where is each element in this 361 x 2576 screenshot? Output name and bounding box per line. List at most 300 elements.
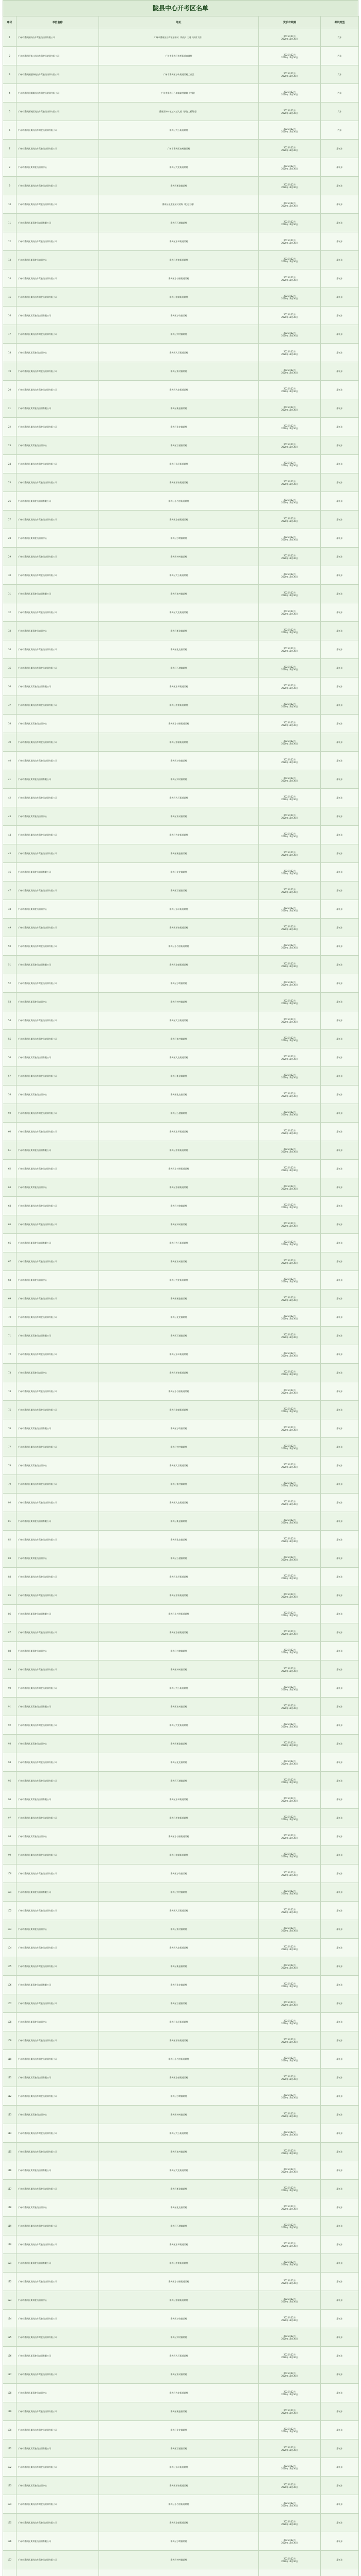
row-validity: 2025年12月 2020年12月30日: [259, 733, 321, 752]
row-name: 广州市番禺区某驾驶员培训有限公司: [17, 492, 99, 511]
row-validity: 2025年12月 2020年12月30日: [259, 807, 321, 826]
row-name: 广州市番禺区某驾驶员培训中心: [17, 1086, 99, 1104]
table-row: [3, 1531, 359, 1549]
row-validity: 2025年12月 2020年12月30日: [259, 1234, 321, 1252]
row-index: 115: [3, 2143, 17, 2161]
row-validity: 2025年12月 2020年12月30日: [259, 1698, 321, 1716]
row-index: 27: [3, 511, 17, 529]
table-row: [3, 214, 359, 232]
row-type: 汽车: [321, 65, 359, 84]
row-address: 番禺区桥南街道某村: [99, 473, 259, 492]
table-row: [3, 1494, 359, 1512]
row-type: 摩托车: [321, 251, 359, 269]
row-validity: 2025年12月 2020年12月30日: [259, 1939, 321, 1957]
row-validity: 2025年12月 2020年12月30日: [259, 919, 321, 937]
row-address: 番禺区新造镇某村: [99, 622, 259, 640]
row-name: 广州市番禺区某机动车驾驶员培训有限公司: [17, 1716, 99, 1735]
table-title: 陇县中心开考区名单: [3, 0, 358, 16]
row-validity: 2025年12月 2020年12月30日: [259, 381, 321, 399]
row-address: 番禺区沙湾镇某村: [99, 1419, 259, 1438]
row-type: 摩托车: [321, 2328, 359, 2347]
row-validity: 2025年12月 2020年12月30日: [259, 900, 321, 919]
row-validity: 2025年12月 2020年12月30日: [259, 269, 321, 288]
row-index: 36: [3, 677, 17, 696]
row-type: 摩托车: [321, 752, 359, 770]
row-validity: 2025年12月 2020年12月30日: [259, 399, 321, 418]
header-cell-type: 考试类型: [321, 16, 359, 28]
row-index: 80: [3, 1494, 17, 1512]
row-validity: 2025年12月 2020年12月30日: [259, 770, 321, 789]
row-type: 摩托车: [321, 2124, 359, 2143]
row-index: 14: [3, 269, 17, 288]
table-row: [3, 696, 359, 715]
table-row: [3, 1716, 359, 1735]
row-index: 35: [3, 659, 17, 677]
row-name: 广州市番禺区某驾驶员培训有限公司: [17, 2069, 99, 2087]
table-row: [3, 251, 359, 269]
row-validity: 2025年12月 2020年12月30日: [259, 2198, 321, 2217]
row-address: 番禺区沙湾镇某村: [99, 2532, 259, 2551]
row-index: 28: [3, 529, 17, 548]
row-address: 番禺区沙湾镇某村: [99, 307, 259, 325]
table-row: [3, 1568, 359, 1586]
row-validity: 2025年12月 2020年12月30日: [259, 103, 321, 121]
row-name: 广州市番禺区某机动车驾驶员培训有限公司: [17, 1290, 99, 1308]
row-address: 番禺区大龙街道某村: [99, 826, 259, 844]
row-address: 番禺区桥南街道某村: [99, 1586, 259, 1605]
row-name: 广州市番禺区某驾驶员培训有限公司: [17, 1141, 99, 1160]
row-address: 番禺区小谷围街道某村: [99, 269, 259, 288]
table-row: [3, 2532, 359, 2551]
table-row: [3, 844, 359, 863]
row-index: 31: [3, 585, 17, 603]
row-type: 摩托车: [321, 2013, 359, 2031]
row-address: 番禺区石楼镇某村: [99, 1994, 259, 2013]
row-validity: 2025年12月 2020年12月30日: [259, 418, 321, 436]
row-name: 广州市番禺区某驾驶员培训中心: [17, 2013, 99, 2031]
row-type: 摩托车: [321, 1234, 359, 1252]
table-row: [3, 492, 359, 511]
row-validity: 2025年12月 2020年12月30日: [259, 2124, 321, 2143]
row-validity: 2025年12月 2020年12月30日: [259, 715, 321, 733]
row-index: 44: [3, 826, 17, 844]
table-row: [3, 47, 359, 65]
row-address: 番禺区桥南街道某村: [99, 2477, 259, 2495]
row-validity: 2025年12月 2020年12月30日: [259, 1475, 321, 1494]
row-type: 摩托车: [321, 436, 359, 455]
row-address: 番禺区东环街道某村: [99, 2458, 259, 2477]
row-index: 131: [3, 2439, 17, 2458]
row-index: 73: [3, 1364, 17, 1382]
row-type: 摩托车: [321, 863, 359, 882]
row-validity: 2025年12月 2020年12月30日: [259, 1438, 321, 1456]
row-type: [321, 2569, 359, 2576]
row-address: 番禺区桥南街道某村: [99, 1809, 259, 1827]
row-address: 番禺区大龙街道某村: [99, 381, 259, 399]
row-address: 番禺区新造镇某村: [99, 1735, 259, 1753]
table-row: [3, 1252, 359, 1271]
row-type: 摩托车: [321, 1549, 359, 1568]
row-address: 番禺区新造镇某村: [99, 2180, 259, 2198]
table-row: [3, 2551, 359, 2569]
row-name: 广州市番禺区德海机动车驾驶员培训有限公司: [17, 65, 99, 84]
row-address: 番禺区大石街道某村: [99, 1456, 259, 1475]
row-address: 番禺区桥南街道某村: [99, 2254, 259, 2273]
row-validity: 2025年12月 2020年12月30日: [259, 1772, 321, 1790]
row-index: 83: [3, 1549, 17, 1568]
table-row: [3, 2031, 359, 2050]
row-index: 130: [3, 2421, 17, 2439]
row-type: 摩托车: [321, 2347, 359, 2365]
row-address: 番禺区南村镇某村: [99, 2365, 259, 2384]
table-row: [3, 2495, 359, 2514]
table-row: [3, 2569, 359, 2576]
row-index: 90: [3, 1679, 17, 1698]
table-row: [3, 344, 359, 362]
row-index: 78: [3, 1456, 17, 1475]
row-index: 41: [3, 770, 17, 789]
row-name: 广州市番禺区某机动车驾驶员培训有限公司: [17, 2031, 99, 2050]
row-type: 摩托车: [321, 1475, 359, 1494]
row-validity: 2025年12月 2020年12月30日: [259, 1178, 321, 1197]
row-index: 13: [3, 251, 17, 269]
row-validity: 2025年12月 2020年12月30日: [259, 752, 321, 770]
row-name: 广州市番禺区某驾驶员培训有限公司: [17, 1790, 99, 1809]
row-address: 番禺区化龙镇某村: [99, 1531, 259, 1549]
row-type: 摩托车: [321, 2495, 359, 2514]
row-index: 55: [3, 1030, 17, 1048]
row-index: 110: [3, 2050, 17, 2069]
row-type: 摩托车: [321, 1512, 359, 1531]
row-name: 广州市番禺区某机动车驾驶员培训有限公司: [17, 1623, 99, 1642]
table-row: [3, 1086, 359, 1104]
row-address: 番禺区小谷围街道某村: [99, 1605, 259, 1623]
row-type: 摩托车: [321, 1883, 359, 1902]
row-type: 摩托车: [321, 1586, 359, 1605]
row-address: 番禺区钟村镇某村某大道（沙湾大桥附近）: [99, 103, 259, 121]
row-name: 广州市番禺区某机动车驾驶员培训有限公司: [17, 1345, 99, 1364]
row-index: 50: [3, 937, 17, 956]
row-type: 摩托车: [321, 1642, 359, 1660]
row-name: 广州市番禺区某机动车驾驶员培训有限公司: [17, 2124, 99, 2143]
row-validity: 2025年12月 2020年12月30日: [259, 288, 321, 307]
table-row: [3, 1123, 359, 1141]
row-type: 摩托车: [321, 1141, 359, 1160]
table-row: [3, 121, 359, 140]
row-index: 122: [3, 2273, 17, 2291]
row-name: 广州市番禺区某机动车驾驶员培训有限公司: [17, 1308, 99, 1327]
row-type: 摩托车: [321, 1679, 359, 1698]
row-index: 67: [3, 1252, 17, 1271]
row-name: 广州市番禺区某驾驶员培训有限公司: [17, 1419, 99, 1438]
table-row: [3, 2402, 359, 2421]
row-address: 番禺区新造镇某村: [99, 2402, 259, 2421]
row-validity: 2025年12月 2020年12月30日: [259, 232, 321, 251]
row-address: 番禺区沙湾镇某村: [99, 752, 259, 770]
row-type: 摩托车: [321, 1827, 359, 1846]
row-type: 摩托车: [321, 1048, 359, 1067]
row-type: 摩托车: [321, 1790, 359, 1809]
table-row: [3, 1475, 359, 1494]
row-validity: 2025年12月 2020年12月30日: [259, 1920, 321, 1939]
table-row: [3, 1790, 359, 1809]
row-type: 摩托车: [321, 307, 359, 325]
row-validity: 2025年12月 2020年12月30日: [259, 993, 321, 1011]
row-index: 58: [3, 1086, 17, 1104]
row-name: 广州市番禺区某机动车驾驶员培训有限公司: [17, 177, 99, 195]
row-address: 番禺区大石街道某村: [99, 1679, 259, 1698]
row-index: 16: [3, 307, 17, 325]
row-index: 40: [3, 752, 17, 770]
table-row: [3, 1660, 359, 1679]
row-validity: 2025年12月 2020年12月30日: [259, 677, 321, 696]
document-page: [3, 0, 358, 2576]
row-type: 摩托车: [321, 1957, 359, 1976]
row-validity: 2025年12月 2020年12月30日: [259, 2254, 321, 2273]
row-index: 6: [3, 121, 17, 140]
row-index: 72: [3, 1345, 17, 1364]
row-validity: 2025年12月 2020年12月30日: [259, 1642, 321, 1660]
table-row: [3, 2198, 359, 2217]
row-type: 摩托车: [321, 362, 359, 381]
row-index: 65: [3, 1215, 17, 1234]
row-validity: [259, 2569, 321, 2576]
row-type: 摩托车: [321, 1531, 359, 1549]
row-type: 摩托车: [321, 844, 359, 863]
row-name: 广州市番禺区某机动车驾驶员培训有限公司: [17, 1902, 99, 1920]
row-type: 摩托车: [321, 603, 359, 622]
table-row: [3, 2328, 359, 2347]
row-address: 广州市番禺区石碁镇某村某路（中段）: [99, 84, 259, 103]
row-address: 番禺区洛浦街道某村: [99, 1846, 259, 1865]
row-index: 64: [3, 1197, 17, 1215]
table-row: [3, 1735, 359, 1753]
table-row: [3, 65, 359, 84]
row-validity: 2025年12月 2020年12月30日: [259, 1753, 321, 1772]
row-index: 107: [3, 1994, 17, 2013]
row-type: 摩托车: [321, 1327, 359, 1345]
row-name: 广州市番禺区某机动车驾驶员培训有限公司: [17, 2087, 99, 2106]
table-row: [3, 1104, 359, 1123]
row-type: 摩托车: [321, 696, 359, 715]
row-validity: 2025年12月 2020年12月30日: [259, 2551, 321, 2569]
row-name: 广州市番禺区某驾驶员培训有限公司: [17, 214, 99, 232]
data-table: [3, 16, 359, 2576]
row-type: 摩托车: [321, 1271, 359, 1290]
table-row: [3, 2421, 359, 2439]
row-address: 番禺区石楼镇某村: [99, 2439, 259, 2458]
table-row: [3, 28, 359, 47]
row-validity: 2025年12月 2020年12月30日: [259, 65, 321, 84]
row-type: 摩托车: [321, 715, 359, 733]
row-address: 番禺区石楼镇某村: [99, 1104, 259, 1123]
row-index: 20: [3, 381, 17, 399]
row-address: 番禺区南村镇某村: [99, 1475, 259, 1494]
row-validity: 2025年12月 2020年12月30日: [259, 2328, 321, 2347]
row-index: 52: [3, 974, 17, 993]
row-address: 番禺区小谷围街道某村: [99, 492, 259, 511]
row-type: 摩托车: [321, 1104, 359, 1123]
row-address: 番禺区大龙街道某村: [99, 1716, 259, 1735]
row-type: 摩托车: [321, 1994, 359, 2013]
table-row: [3, 2124, 359, 2143]
row-validity: 2025年12月 2020年12月30日: [259, 1123, 321, 1141]
row-validity: 2025年12月 2020年12月30日: [259, 1327, 321, 1345]
row-validity: 2025年12月 2020年12月30日: [259, 1716, 321, 1735]
row-type: 摩托车: [321, 177, 359, 195]
row-name: 广州市番禺区某机动车驾驶员培训有限公司: [17, 121, 99, 140]
row-type: 摩托车: [321, 1920, 359, 1939]
row-address: 番禺区石楼镇某村: [99, 214, 259, 232]
row-type: 摩托车: [321, 1753, 359, 1772]
row-name: 广州市番禺区某驾驶员培训有限公司: [17, 2347, 99, 2365]
row-name: 广州市番禺区某机动车驾驶员培训有限公司: [17, 195, 99, 214]
row-name: 广州市番禺区某机动车驾驶员培训有限公司: [17, 1957, 99, 1976]
row-address: 番禺区钟村镇某村: [99, 770, 259, 789]
row-index: 108: [3, 2013, 17, 2031]
row-name: 广州市番禺区某驾驶员培训中心: [17, 807, 99, 826]
row-index: 4: [3, 84, 17, 103]
row-address: 番禺区东环街道某村: [99, 677, 259, 696]
row-index: 63: [3, 1178, 17, 1197]
header-cell-validity: 资质有效期: [259, 16, 321, 28]
row-index: 134: [3, 2495, 17, 2514]
row-address: 番禺区化龙镇某村: [99, 1086, 259, 1104]
table-row: [3, 158, 359, 177]
row-type: 摩托车: [321, 2402, 359, 2421]
row-type: 摩托车: [321, 566, 359, 585]
row-type: 摩托车: [321, 1605, 359, 1623]
row-index: 17: [3, 325, 17, 344]
row-name: 广州市番禺区某驾驶员培训中心: [17, 1178, 99, 1197]
row-address: 番禺区大石街道某村: [99, 1234, 259, 1252]
row-index: 86: [3, 1605, 17, 1623]
row-validity: 2025年12月 2020年12月30日: [259, 2087, 321, 2106]
row-validity: 2025年12月 2020年12月30日: [259, 640, 321, 659]
row-index: 29: [3, 548, 17, 566]
table-row: [3, 140, 359, 158]
row-index: 1: [3, 28, 17, 47]
row-type: 摩托车: [321, 1660, 359, 1679]
row-index: 33: [3, 622, 17, 640]
row-type: 摩托车: [321, 974, 359, 993]
row-index: 105: [3, 1957, 17, 1976]
row-index: 10: [3, 195, 17, 214]
row-index: 25: [3, 473, 17, 492]
row-name: 广州市番禺区某机动车驾驶员培训有限公司: [17, 2551, 99, 2569]
row-validity: 2025年12月 2020年12月30日: [259, 844, 321, 863]
row-type: 摩托车: [321, 158, 359, 177]
row-index: 21: [3, 399, 17, 418]
row-name: 广州市番禺区某机动车驾驶员培训有限公司: [17, 548, 99, 566]
row-address: 番禺区沙湾镇某村: [99, 974, 259, 993]
row-address: 番禺区钟村镇某村: [99, 993, 259, 1011]
row-validity: 2025年12月 2020年12月30日: [259, 882, 321, 900]
table-row: [3, 1623, 359, 1642]
row-validity: 2025年12月 2020年12月30日: [259, 1605, 321, 1623]
row-index: 137: [3, 2551, 17, 2569]
row-type: 摩托车: [321, 1902, 359, 1920]
row-address: 番禺区化龙镇某村: [99, 418, 259, 436]
row-address: 番禺区石楼镇某村: [99, 659, 259, 677]
row-index: 68: [3, 1271, 17, 1290]
row-type: 摩托车: [321, 1382, 359, 1401]
table-row: [3, 2087, 359, 2106]
row-name: 广州市番禺区某驾驶员培训中心: [17, 2198, 99, 2217]
row-name: 广州市番禺区某驾驶员培训中心: [17, 2477, 99, 2495]
table-row: [3, 715, 359, 733]
row-validity: 2025年12月 2020年12月30日: [259, 659, 321, 677]
table-row: [3, 1865, 359, 1883]
row-validity: 2025年12月 2020年12月30日: [259, 1197, 321, 1215]
table-row: [3, 622, 359, 640]
row-name: 广州市番禺区某机动车驾驶员培训有限公司: [17, 2328, 99, 2347]
row-name: 广州市番禺区某机动车驾驶员培训有限公司: [17, 659, 99, 677]
table-row: [3, 659, 359, 677]
row-type: 摩托车: [321, 1123, 359, 1141]
row-type: 摩托车: [321, 2087, 359, 2106]
row-type: 摩托车: [321, 2069, 359, 2087]
row-address: 番禺区石楼镇某村: [99, 2217, 259, 2235]
row-type: 摩托车: [321, 1290, 359, 1308]
row-address: 番禺区大龙街道某村: [99, 2384, 259, 2402]
table-row: [3, 566, 359, 585]
row-type: 摩托车: [321, 381, 359, 399]
row-name: 广州市番禺区某机动车驾驶员培训有限公司: [17, 1475, 99, 1494]
row-address: 番禺区钟村镇某村: [99, 2106, 259, 2124]
row-index: 133: [3, 2477, 17, 2495]
row-index: 61: [3, 1141, 17, 1160]
row-name: 广州市番禺区某驾驶员培训有限公司: [17, 1048, 99, 1067]
row-address: 番禺区钟村镇某村: [99, 1883, 259, 1902]
row-address: 番禺区东环街道某村: [99, 2013, 259, 2031]
row-type: 摩托车: [321, 2365, 359, 2384]
row-validity: 2025年12月 2020年12月30日: [259, 566, 321, 585]
row-type: 摩托车: [321, 2143, 359, 2161]
row-name: 广州市番禺区某机动车驾驶员培训有限公司: [17, 1438, 99, 1456]
row-type: 摩托车: [321, 993, 359, 1011]
row-address: 番禺区南村镇某村: [99, 807, 259, 826]
row-validity: 2025年12月 2020年12月30日: [259, 492, 321, 511]
row-name: 广州市番禺区某机动车驾驶员培训有限公司: [17, 919, 99, 937]
row-type: 摩托车: [321, 900, 359, 919]
row-address: 番禺区沙湾镇某村: [99, 1865, 259, 1883]
row-index: 38: [3, 715, 17, 733]
row-address: 番禺区新造镇某村: [99, 1957, 259, 1976]
row-validity: 2025年12月 2020年12月30日: [259, 1976, 321, 1994]
row-name: 广州市番禺区某机动车驾驶员培训有限公司: [17, 1586, 99, 1605]
row-address: 番禺区沙湾镇某村: [99, 2310, 259, 2328]
row-validity: 2025年12月 2020年12月30日: [259, 473, 321, 492]
table-row: [3, 1345, 359, 1364]
table-row: [3, 1438, 359, 1456]
table-row: [3, 752, 359, 770]
row-index: 88: [3, 1642, 17, 1660]
row-index: 100: [3, 1865, 17, 1883]
row-index: 121: [3, 2254, 17, 2273]
row-type: 摩托车: [321, 1494, 359, 1512]
table-row: [3, 1827, 359, 1846]
row-index: 46: [3, 863, 17, 882]
row-index: 102: [3, 1902, 17, 1920]
row-validity: 2025年12月 2020年12月30日: [259, 2161, 321, 2180]
row-address: 番禺区新造镇某村: [99, 1290, 259, 1308]
table-row: [3, 288, 359, 307]
row-index: 79: [3, 1475, 17, 1494]
row-address: 番禺区大石街道某村: [99, 1902, 259, 1920]
row-name: 广州市番禺区某驾驶员培训中心: [17, 993, 99, 1011]
row-type: 摩托车: [321, 1401, 359, 1419]
